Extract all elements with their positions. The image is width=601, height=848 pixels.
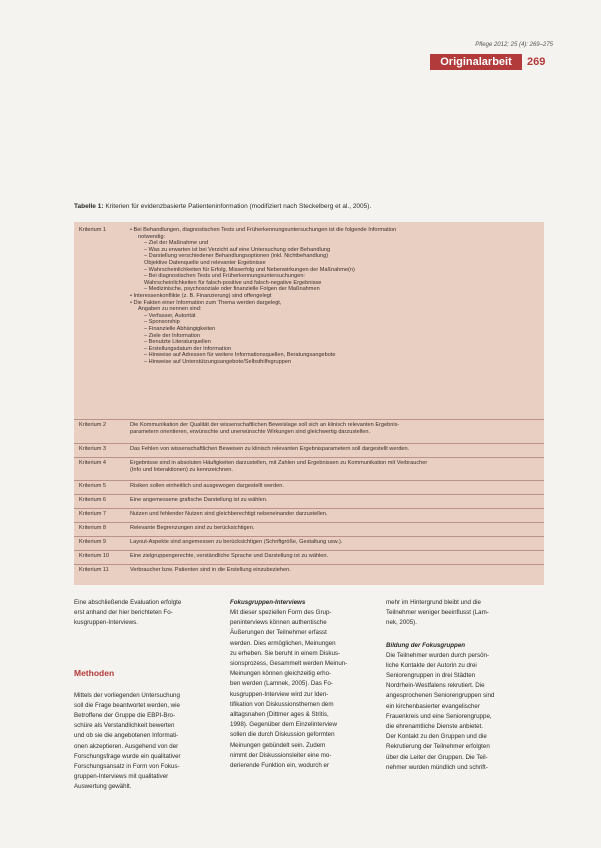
text-line: 1998). Gegenüber dem Einzelinterview [230,721,337,729]
text-line: Forschungsfrage wurde ein qualitativer [74,752,181,760]
text-line: Meinungen gebündelt sein. Zudem [230,741,326,749]
text-line: Der Kontakt zu den Gruppen und die [386,733,487,741]
criterion-line: – Bei diagnostischen Tests und Früherkennungsuntersuchungen: [144,273,305,280]
criterion-line: • Interessenkonflikte (z. B. Finanzierung) sind offengelegt [130,292,272,299]
criterion-line: Wahrscheinlichkeiten für falsch-positive und falsch-negative Ergebnisse [144,279,322,286]
subheading-fokusgruppen: Fokusgruppen-Interviews [230,599,306,606]
text-line: ben werden (Lamnek, 2005). Das Fo- [230,680,333,688]
text-line: Betroffene der Gruppe die EBPI-Bro- [74,712,176,720]
subheading-bildung: Bildung der Fokusgruppen [386,641,466,649]
text-line: sionsprozess, Gesammelt werden Meinun- [230,660,348,668]
table-row [74,419,544,443]
col3-paragraph-1 [386,598,536,629]
criterion-line: – Verfasser, Autorität [144,312,196,319]
text-line: Mittels der vorliegenden Untersuchung [74,691,180,699]
criterion-text [130,551,544,564]
criterion-text [130,523,544,536]
criterion-label: Kriterium 4 [79,460,107,466]
text-line: angesprochenen Seniorengruppen sind [386,692,495,700]
table-row [74,480,544,494]
col3-paragraph-2 [386,651,536,773]
text-line: tifikation von Diskussionsthemen dem [230,700,334,708]
criterion-text [130,565,544,578]
criterion-label: Kriterium 6 [79,497,107,503]
col1-intro [74,598,224,629]
table-caption-label: Tabelle 1: [74,203,104,210]
criterion-line: – Was zu erwarten ist bei Verzicht auf eine Untersuchung oder Behandlung [144,246,331,253]
text-line: über die Leiter der Gruppen. Die Teil- [386,753,488,761]
criterion-label: Kriterium 8 [79,525,107,531]
criterion-text [130,495,544,508]
criterion-line: – Medizinische, psychosoziale oder finanzielle Folgen der Maßnahmen [144,286,320,293]
criterion-line: Die Kommunikation der Qualität der wissenschaftlichen Beweislage soll sich an klinisch relevanten Ergebnis- [130,422,400,428]
text-line: Mit dieser speziellen Form des Grup- [230,609,332,616]
table-row [74,508,544,522]
table-row [74,536,544,550]
text-line: gruppen-Interviews mit qualitativer [74,773,169,781]
criterion-line: Nutzen und fehlender Nutzen sind gleichberechtigt nebeneinander darzustellen. [130,511,328,517]
criterion-label: Kriterium 10 [79,553,110,559]
criterion-label: Kriterium 7 [79,511,107,517]
criterion-line: – Erstellungsdatum der Information [144,345,232,352]
criterion-text [130,458,544,480]
criterion-line: notwendig: [138,233,166,240]
text-line: liche Kontakte der Autorin zu drei [386,661,477,669]
criterion-line: – Finanzielle Abhängigkeiten [144,325,216,332]
text-line: soll die Frage beantwortet werden, wie [74,701,180,709]
criterion-label: Kriterium 9 [79,539,107,545]
table-row [74,225,544,419]
criterion-line: Das Fehlen von wissenschaftlichen Beweisen zu klinisch relevanten Ergebnisparametern soll dargestellt werden. [130,446,410,452]
criterion-line: Relevante Begrenzungen sind zu berücksichtigen. [130,525,255,531]
criterion-line: • Die Fakten einer Information zum Thema werden dargelegt, [130,299,282,306]
criterion-line: – Ziele der Information [144,332,200,339]
criterion-line: – Hinweise auf Adressen für weitere Informationsquellen, Beratungsangebote [144,352,336,359]
criterion-line: Objektive Datenquelle und relevanter Ergebnisse [144,259,266,266]
criterion-line: – Sponsorship [144,319,180,326]
text-line: nimmt der Diskussionsleiter eine mo- [230,751,332,759]
text-line: kusgruppen-Interviews. [74,619,138,627]
criterion-line: Eine zielgruppengerechte, verständliche Sprache und Darstellung ist zu wählen. [130,553,329,559]
text-line: erst anhand der hier berichteten Fo- [74,609,173,617]
table-caption-text: Kriterien für evidenzbasierte Patienteninformation (modifiziert nach Steckelberg et al., 2005). [105,203,372,210]
table-row [74,550,544,564]
text-line: nehmer wurden mündlich und schrift- [386,763,488,771]
section-label: Originalarbeit [430,54,522,70]
col2-paragraph [230,608,380,771]
text-line: Seniorengruppen in drei Städten [386,672,476,680]
text-line: und ob sie die angebotenen Informati- [74,732,179,740]
table-row [74,443,544,457]
text-line: sollen die durch Diskussion geformten [230,731,335,739]
text-line: schüre als Verstandlichkeit bewerten [74,722,175,730]
text-line: Auswertung gewählt. [74,783,132,791]
criterion-line: – Darstellung verschiedener Behandlungsoptionen (inkl. Nichtbehandlung) [144,253,329,260]
body-column-3 [386,598,536,848]
criterion-line: – Benutzte Literaturquellen [144,339,211,346]
text-line: derierende Funktion ein, wodurch er [230,762,330,770]
table-row [74,564,544,578]
criterion-line: – Wahrscheinlichkeiten für Erfolg, Misserfolg und Nebenwirkungen der Maßnahme(n) [144,266,355,273]
text-line: peninterviews können authentische [230,619,327,627]
criterion-text [130,444,544,457]
criterion-label: Kriterium 1 [79,227,107,233]
text-line: die ehrenamtliche Dienste anbietet. [386,723,483,731]
body-column-1 [74,598,224,848]
criterion-label: Kriterium 3 [79,446,107,452]
journal-citation: Pflege 2012; 25 (4): 269–275 [475,42,553,48]
text-line: zu erheben. Sie beruht in einem Diskus- [230,649,341,657]
text-line: mehr im Hintergrund bleibt und die [386,599,481,606]
criterion-label: Kriterium 2 [79,422,107,428]
text-line: ein kirchenbasierter evangelischer [386,702,480,710]
text-line: Teilnehmer weniger beeinflusst (Lam- [386,609,489,617]
text-line: Nordrhein-Westfalens rekrutiert. Die [386,682,485,690]
page-number: 269 [527,56,546,68]
text-line: Forschungsansatz in Form von Fokus- [74,763,180,771]
criterion-text [130,509,544,522]
col1-paragraph [74,691,224,793]
text-line: Rekrutierung der Teilnehmer erfolgten [386,743,490,751]
criteria-table [74,222,544,585]
table-row [74,522,544,536]
section-heading-methoden: Methoden [74,667,115,678]
text-line: Meinungen können gleichzeitig erho- [230,670,332,678]
text-line: kusgruppen-Interview wird zur Iden- [230,690,329,698]
table-row [74,457,544,480]
criterion-line: Eine angemessene grafische Darstellung ist zu wählen. [130,497,268,503]
criterion-line: Ergebnisse sind in absoluten Häufigkeiten darzustellen, mit Zahlen und Ergebnissen zu Kommunikation mit Verbraucher [130,460,428,466]
criterion-line: Layout-Aspekte sind angemessen zu berücksichtigen (Schriftgröße, Gestaltung usw.). [130,539,343,545]
criterion-line: – Ziel der Maßnahme und [144,240,209,247]
criterion-text [130,481,544,494]
criterion-line: parametern orientieren, erwünschte und unerwünschte Wirkungen sind gleichwertig darzustellen. [130,428,371,435]
criterion-line: • Bei Behandlungen, diagnostischen Tests und Früherkennungsuntersuchungen ist die folgende Information [130,227,397,233]
text-line: onen akzeptieren. Ausgehend von der [74,742,179,750]
criterion-line: Risiken sollen einheitlich und ausgewogen dargestellt werden. [130,483,284,489]
text-line: nek, 2005). [386,619,417,627]
criterion-line: Verbraucher bzw. Patienten sind in die Erstellung einzubeziehen. [130,567,291,573]
criterion-text [130,537,544,550]
text-line: Eine abschließende Evaluation erfolgte [74,599,182,606]
text-line: Die Teilnehmer wurden durch persön- [386,651,490,659]
criterion-label: Kriterium 11 [79,567,109,573]
table-caption [74,203,544,211]
criterion-label: Kriterium 5 [79,483,107,489]
text-line: Äußerungen der Teilnehmer erfasst [230,629,327,637]
criterion-text [130,225,544,419]
criterion-line: (Info und Interaktionen) zu kennzeichnen. [130,466,233,473]
criterion-line: – Hinweise auf Unterstützungsangebote/Selbsthilfegruppen [144,358,292,365]
text-line: alltagsnahen (Dittmer ages & Stritis, [230,711,329,719]
criterion-line: Angaben zu nennen sind: [138,306,202,313]
body-column-2 [230,598,380,848]
criterion-text [130,420,544,443]
text-line: werden. Dies ermöglichen, Meinungen [230,639,336,647]
table-row [74,494,544,508]
text-line: Frauenkreis und eine Seniorengruppe, [386,712,492,720]
